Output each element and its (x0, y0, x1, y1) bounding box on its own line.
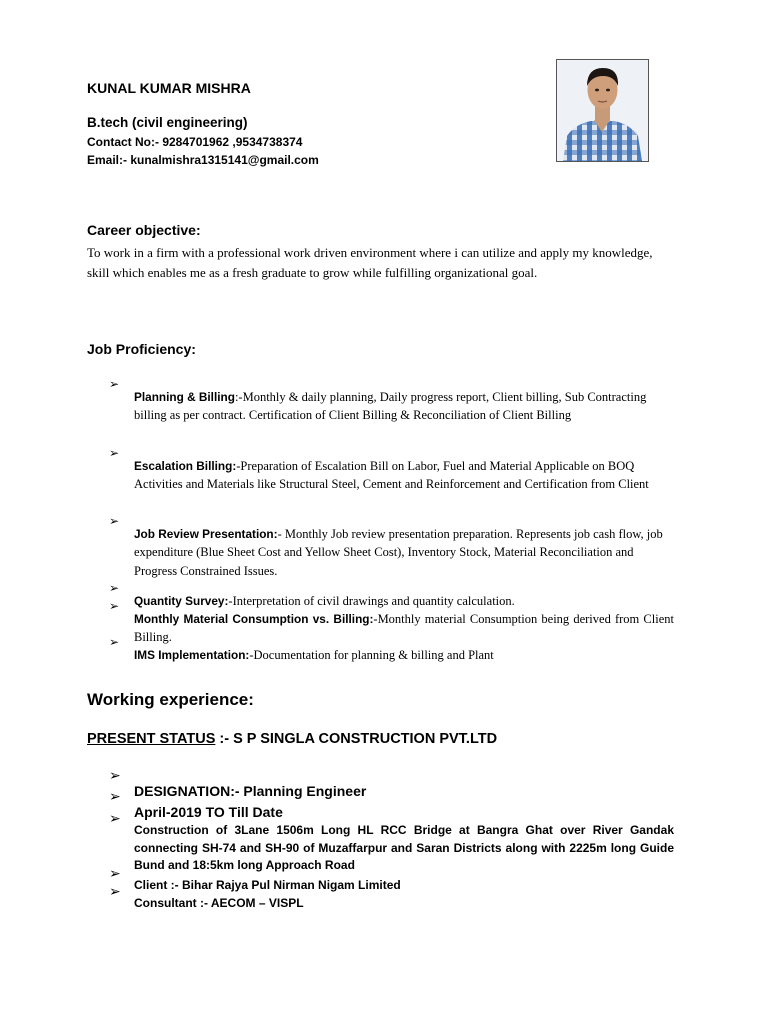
profile-photo (556, 59, 649, 162)
proficiency-label: Escalation Billing: (134, 458, 237, 473)
proficiency-item (134, 388, 674, 425)
arrow-bullet-icon: ➢ (109, 865, 121, 881)
proficiency-text: -Documentation for planning & billing and Plant (249, 647, 494, 662)
proficiency-item (134, 457, 674, 494)
proficiency-item (134, 592, 674, 611)
consultant: Consultant :- AECOM – VISPL (134, 896, 304, 910)
arrow-bullet-icon: ➢ (109, 377, 120, 391)
proficiency-label: Planning & Billing (134, 389, 235, 404)
client: Client :- Bihar Rajya Pul Nirman Nigam Limited (134, 878, 401, 892)
arrow-bullet-icon: ➢ (109, 883, 121, 899)
degree: B.tech (civil engineering) (87, 115, 248, 130)
employment-period: April-2019 TO Till Date (134, 804, 283, 820)
proficiency-text: -Interpretation of civil drawings and quantity calculation. (228, 593, 515, 608)
project-description: Construction of 3Lane 1506m Long HL RCC Bridge at Bangra Ghat over River Gandak connecting SH-74 and SH-90 of Muzaffarpur and Saran Districts along with 2225m long Guide Bund and 18:5km long Approach Road (134, 823, 674, 872)
email-address: Email:- kunalmishra1315141@gmail.com (87, 153, 319, 167)
proficiency-item (134, 610, 674, 647)
contact-numbers: Contact No:- 9284701962 ,9534738374 (87, 135, 303, 149)
arrow-bullet-icon: ➢ (109, 767, 121, 783)
candidate-name: KUNAL KUMAR MISHRA (87, 80, 251, 96)
career-objective-text: To work in a firm with a professional work driven environment where i can utilize and apply my knowledge, skill which enables me as a fresh graduate to grow while fulfilling organizational goal. (87, 245, 653, 280)
present-status-line (87, 731, 497, 747)
proficiency-label: Monthly Material Consumption vs. Billing: (134, 611, 374, 626)
job-proficiency-heading: Job Proficiency: (87, 341, 196, 357)
proficiency-item (134, 646, 674, 665)
arrow-bullet-icon: ➢ (109, 788, 121, 804)
proficiency-label: Job Review Presentation: (134, 526, 278, 541)
present-status-label: PRESENT STATUS (87, 731, 216, 747)
proficiency-label: IMS Implementation: (134, 647, 250, 662)
proficiency-text: :-Monthly & daily planning, Daily progress report, Client billing, Sub Contracting billing as per contract. Certification of Client Billing & Reconciliation of Client Billing (134, 389, 647, 422)
working-experience-heading: Working experience: (87, 690, 254, 709)
arrow-bullet-icon: ➢ (109, 514, 120, 528)
present-company: :- S P SINGLA CONSTRUCTION PVT.LTD (215, 731, 498, 747)
arrow-bullet-icon: ➢ (109, 581, 120, 595)
proficiency-text: -Monthly material Consumption being derived from Client Billing. (134, 611, 674, 644)
proficiency-label: Quantity Survey: (134, 593, 229, 608)
arrow-bullet-icon: ➢ (109, 599, 120, 613)
proficiency-item (134, 525, 674, 581)
arrow-bullet-icon: ➢ (109, 635, 120, 649)
designation: DESIGNATION:- Planning Engineer (134, 783, 367, 799)
arrow-bullet-icon: ➢ (109, 810, 121, 826)
arrow-bullet-icon: ➢ (109, 446, 120, 460)
proficiency-text: - Monthly Job review presentation preparation. Represents job cash flow, job expenditure (Blue Sheet Cost and Yellow Sheet Cost), Inventory Stock, Material Reconciliation and Progress Constrained Issues. (134, 526, 663, 578)
career-objective-heading: Career objective: (87, 222, 201, 238)
proficiency-text: -Preparation of Escalation Bill on Labor, Fuel and Material Applicable on BOQ Activities and Materials like Structural Steel, Cement and Reinforcement and Certification from Client (134, 458, 649, 491)
